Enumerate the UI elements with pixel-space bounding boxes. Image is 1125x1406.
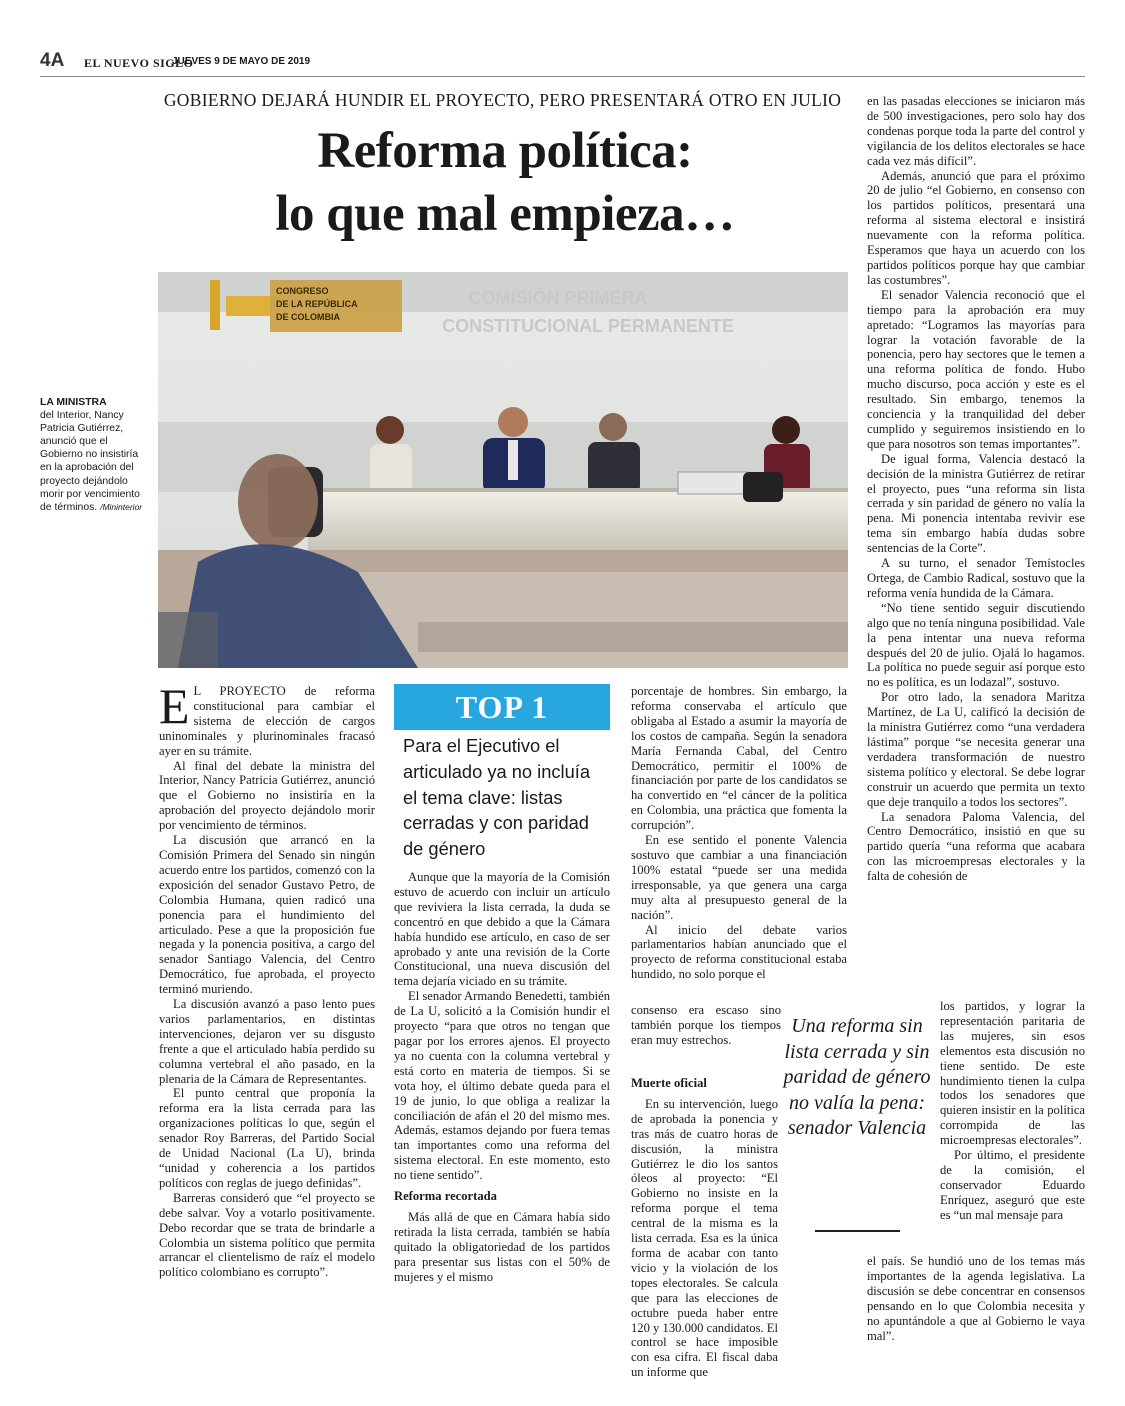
body-column-3-cont — [631, 1003, 781, 1048]
body-paragraph: Por último, el presidente de la comisión, el conservador Eduardo Enríquez, aseguró que este es “un mal mensaje para — [940, 1148, 1085, 1222]
body-column-4-end — [867, 1254, 1085, 1343]
subhead-muerte-oficial: Muerte oficial — [631, 1076, 707, 1090]
body-paragraph: “No tiene sentido seguir discutiendo algo que no tenía ninguna posibilidad. Vale la pena intentar una nueva reforma después del 20 de julio. Ojalá lo hagamos. La política no puede seguir así porque esto no es política, es un lodazal”, sostuvo. — [867, 600, 1085, 690]
subhead-reforma-recortada: Reforma recortada — [394, 1189, 497, 1204]
body-paragraph: El senador Valencia reconoció que el tiempo para la aprobación era muy apretado: “Logramos las mayorías para lograr la votación favorable de la ponencia, pero hay sectores que le temen a una reforma política de fondo. Hubo mucho discurso, poca acción y este es el resultado. Sin embargo, tenemos la conciencia y la tranquilidad del deber cumplido y seguiremos insistiendo en lo que para nosotros son temas importantes”. — [867, 287, 1085, 451]
article-photo — [158, 272, 848, 668]
photo-credit: /Mininterior — [100, 501, 143, 512]
body-paragraph: E L PROYECTO de reforma constitucional para cambiar el sistema de elección de cargos uninominales y plurinominales fracasó ayer en su trámite. — [159, 678, 375, 758]
wall-sign-line-2: CONSTITUCIONAL PERMANENTE — [442, 316, 734, 336]
body-paragraph: El senador Armando Benedetti, también de La U, solicitó a la Comisión hundir el proyecto “para que otros no tengan que pagar por los errores ajenos. El proyecto ya no cuenta con la columna vertebral y está corto en materia de tiempos. Si se vota hoy, el último debate queda para el 19 de junio, lo que obliga a realizar la conciliación de afán el 20 del mismo mes. Además, estamos dejando por fuera temas tan importantes como una reforma del sistema electoral. En este momento, esto no tiene sentido”. — [394, 989, 610, 1183]
body-paragraph: La senadora Paloma Valencia, del Centro Democrático, insistió en que su partido quería “una reforma que acabara con las microempresas electorales y la falta de cohesión de — [867, 809, 1085, 884]
top1-label: TOP 1 — [394, 684, 610, 730]
body-paragraph: La discusión avanzó a paso lento pues varios parlamentarios, en distintas intervenciones, dejaron ver su disgusto frente a que el articulado había perdido su columna vertebral el año pasado, en la plenaria de la Cámara de Representantes. — [159, 997, 375, 1086]
body-paragraph: los partidos, y lograr la representación paritaria de las mujeres, sin esos elementos esta discusión no tiene sentido. De este hundimiento tienen la culpa todos los senadores que quieren insistir en la política corrompida de las microempresas electorales”. — [940, 999, 1085, 1148]
logo-text-1: CONGRESO — [276, 286, 329, 296]
body-paragraph: el país. Se hundió uno de los temas más importantes de la agenda legislativa. La discusión se debe concentrar en consensos pensando en lo que Colombia necesita y no apuntándole a que al Gobierno le vaya mal”. — [867, 1254, 1085, 1343]
body-column-4-narrow — [940, 999, 1085, 1223]
logo-text-3: DE COLOMBIA — [276, 312, 340, 322]
body-paragraph: En ese sentido el ponente Valencia sostuvo que cambiar a una financiación 100% estatal “puede ser una medida irresponsable, ya que genera una carga muy alta al presupuesto general de la nación”. — [631, 833, 847, 922]
body-column-1 — [159, 678, 375, 1280]
headline-line-2: lo que mal empieza… — [275, 186, 735, 242]
body-column-3-muerte — [631, 1076, 778, 1380]
headline-line-1: Reforma política: — [317, 123, 693, 179]
body-paragraph: La discusión que arrancó en la Comisión Primera del Senado sin ningún acuerdo entre los partidos, comenzó con la exposición del senador Gustavo Petro, de Colombia Humana, quien radicó una ponencia para el hundimiento del articulado. Pese a que la proposición fue negada y la ponencia positiva, a cargo del senador Santiago Valencia, del Centro Democrático, fue aprobada, el proyecto terminó muriendo. — [159, 833, 375, 997]
body-paragraph: De igual forma, Valencia destacó la decisión de la ministra Gutiérrez de retirar el proyecto, pues “una reforma sin lista cerrada y sin paridad de género no valía la pena. Mi ponencia intentaba revivir ese tema sin embargo había dudas sobre sentencias de la Corte”. — [867, 451, 1085, 556]
pull-quote: Una reforma sin lista cerrada y sin paridad de género no valía la pena: senador Valencia — [783, 1015, 931, 1140]
body-paragraph: porcentaje de hombres. Sin embargo, la reforma conservaba el artículo que obligaba al Estado a asumir la mayoría de los costos de campaña. Según la senadora María Fernanda Cabal, del Centro Democrático, permitir el 100% de financiación por parte de los candidatos se ha convertido en “el cáncer de la política en Colombia, una práctica que fomenta la corrupción”. — [631, 684, 847, 833]
caption-lead: LA MINISTRA — [40, 397, 107, 408]
body-paragraph: consenso era escaso sino también porque los tiempos eran muy estrechos. — [631, 1003, 781, 1047]
body-column-2 — [394, 870, 610, 1284]
drop-cap: E — [159, 678, 190, 734]
issue-date: JUEVES 9 DE MAYO DE 2019 — [172, 56, 311, 67]
body-paragraph: En su intervención, luego de aprobada la ponencia y tras más de cuatro horas de discusión, la ministra Gutiérrez le dio los santos óleos al proyecto: “El Gobierno no insiste en la reforma porque el tema central de la misma es la lista cerrada. Esa es la única forma de acabar con tanto vicio y la violación de los topes electorales. Se calcula que para las elecciones de octubre pueda haber entre 120 y 130.000 candidatos. El control se hace imposible con esa cifra. El fiscal daba un informe que — [631, 1096, 778, 1380]
commission-hearing-illustration — [158, 272, 848, 668]
wall-sign-line-1: COMISIÓN PRIMERA — [468, 288, 648, 308]
body-paragraph: Más allá de que en Cámara había sido retirada la lista cerrada, también se había quitado la obligatoriedad de los partidos para presentar sus listas con el 50% de mujeres y el mismo — [394, 1209, 610, 1284]
top1-text: Para el Ejecutivo el articulado ya no incluía el tema clave: listas cerradas y con paridad de género — [403, 735, 590, 860]
body-column-4 — [867, 94, 1085, 884]
body-paragraph: Por otro lado, la senadora Maritza Martínez, de La U, calificó la decisión de la ministra Gutiérrez como “una verdadera lástima” porque “se necesita generar una verdadera transformación de nuestro sistema político y electoral. Se debe lograr construir un acuerdo que permita un texto que deje tranquilo a todos los sectores”. — [867, 690, 1085, 809]
page-number: 4A — [40, 50, 65, 71]
photo-caption — [40, 396, 144, 514]
body-column-3 — [631, 684, 847, 982]
article-headline — [200, 120, 810, 246]
body-paragraph: Aunque que la mayoría de la Comisión estuvo de acuerdo con incluir un artículo que reviviera la lista cerrada, la duda se concentró en que debido a que la Cámara había hundido ese artículo, en caso de ser aprobado y ante una revisión de la Corte Constitucional, una nueva discusión del tema dejaría viciado en su trámite. — [394, 870, 610, 989]
body-paragraph: Al final del debate la ministra del Interior, Nancy Patricia Gutiérrez, anunció que el Gobierno no insistiría en la aprobación del proyecto dejándolo morir por vencimiento de términos. — [159, 758, 375, 833]
body-paragraph: en las pasadas elecciones se iniciaron más de 500 investigaciones, pero solo hay dos condenas porque toda la parte del control y vigilancia de los delitos electorales se hace cada vez más difícil”. — [867, 94, 1085, 168]
body-paragraph: Al inicio del debate varios parlamentarios habían anunciado que el proyecto de reforma constitucional estaba hundido, no solo porque el — [631, 922, 847, 982]
body-paragraph: Además, anunció que para el próximo 20 de julio “el Gobierno, en consenso con los partidos políticos, presentará una reforma al sistema electoral e insistirá nuevamente con la reforma política. Esperamos que haya un acuerdo con los partidos políticos porque hay que cambiar las costumbres”. — [867, 168, 1085, 287]
body-paragraph: El punto central que proponía la reforma era la lista cerrada para las organizaciones políticas lo que, según el senador Roy Barreras, del Partido Social de Unidad Nacional (La U), brinda “unidad y coherencia a los partidos políticos con reglas de juego definidas”. — [159, 1086, 375, 1190]
body-paragraph: A su turno, el senador Temístocles Ortega, de Cambio Radical, sostuvo que la reforma venía hundida de la Cámara. — [867, 556, 1085, 600]
caption-text: del Interior, Nancy Patricia Gutiérrez, anunció que el Gobierno no insistiría en la aprobación del proyecto dejándolo morir por vencimiento de términos. — [40, 410, 140, 513]
article-kicker: GOBIERNO DEJARÁ HUNDIR EL PROYECTO, PERO PRESENTARÁ OTRO EN JULIO — [163, 90, 842, 110]
pull-quote-rule — [815, 1230, 900, 1232]
logo-text-2: DE LA REPÚBLICA — [276, 299, 358, 309]
page-header — [40, 50, 1085, 77]
body-paragraph: Barreras consideró que “el proyecto se debe salvar. Voy a votarlo positivamente. Debo recordar que se trata de brindarle a Colombia un sistema político que permita arrancar el clientelismo de raíz el modelo político colombiano es corrupto”. — [159, 1190, 375, 1280]
newspaper-name: EL NUEVO SIGLO — [84, 56, 194, 70]
